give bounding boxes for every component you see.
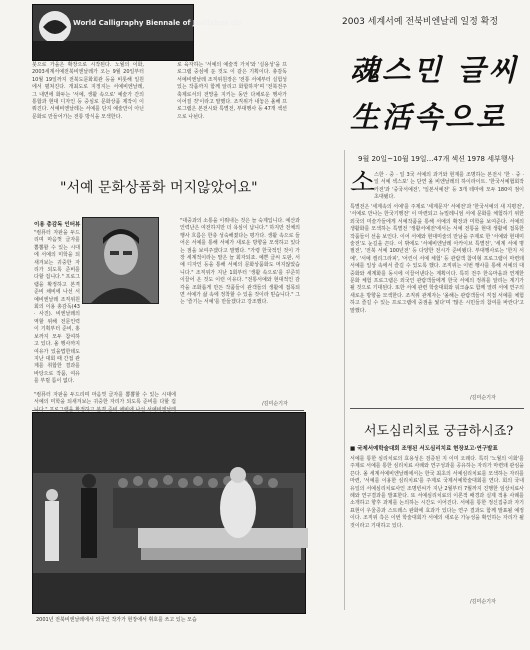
divider-right-side — [350, 408, 524, 409]
side-article-body: 서예를 통한 심리치료의 효용성은 검증된 지 이미 오래다. 특히 '노월의 이화'를 주제로 서예를 통한 심리치료 사례와 연구성과를 공유하는 자리가 마련돼 관심을 끈다. 올 세계서예비엔날레에서는 한국 최초의 서예심리치료를 모색하는 자리를 마련, '서예를 이용한 심리치료'를 주제로 국제서예학술대회를 연다. 회의 국내 유일의 서예심리치료사인 조명빈씨가 지난 2월부터 7월까지 진행한 임상치료사례와 연구결과를 발표한다. 또 서예심리치료의 이론적 배경과 실제 적용 사례를 소개하고 향후 과제를 논의하는 시간도 이어진다. 서예를 통한 정신집중과 자기표현이 우울증과 스트레스 완화에 효과가 있다는 연구 결과도 함께 발표될 예정이다. 조직위 측은 이번 학술대회가 서예의 새로운 가능성을 확인하는 자리가 될 것이라고 기대하고 있다. — [350, 456, 524, 529]
interview-byline: /김미순기자 — [262, 401, 288, 407]
interview-right-text: "대중과의 소통을 이뤄내는 것은 늘 숙제입니다. 예산과 인력난은 여전하지만 더 욕심이 납니다." 하지만 전체의 행사 흐름은 한층 성숙해졌다는 평가다. 생활 속으로 들어온 서예를 통해 서예가 새로운 방향을 모색하고 있다는 점을 보여주겠다고 말했다. "가령 한국적인 것이 가장 세계적이라는 말은 늘 회자되죠. 예쁜 글씨 도판, 서예 디자인 등을 통해 서예의 문화상품화도 머지않았습니다." 조직위가 지난 1회부터 '생활 속으로'를 꾸준히 이끌어 온 것도 이런 이유다. "전통서예와 현대적인 감각을 조화롭게 만든 작품들이 관객들의 생활에 접목되면 서예가 삶 속에 정착할 수 있을 것이라 믿습니다." 그는 '즐기는 서예'를 만들겠다고 강조했다. — [180, 218, 300, 306]
side-article-title: 서도심리치료 궁금하시죠? — [364, 424, 514, 439]
bottom-event-photo — [32, 412, 306, 614]
interview-photo — [82, 217, 159, 304]
right-lead: 스한 · 중 · 일 3국 서예의 과거와 현재를 조명하는 본전시 '한 · 중 · 일 서예 섹스포' 는 단연 올 비엔날레의 하이라이트. '한국서예협회작가전'과 '중국서예전', '일본서예전' 등 3개 테마에 모두 180여 점이 초대됐다. — [374, 172, 524, 201]
side-article-subtitle: ■ 국제서예학술대회 조명된 서도심리치료 현장보고·연구발표 — [350, 446, 498, 452]
top-left-column-1: 붓으로 가을은 확장으로 시작된다. 노월의 이화, 2003세계서예전북비엔날레가 오는 9월 20일부터 10월 19일까지 전북도문화회관 등을 비롯해 일원에서 펼쳐진다. 개최도로 지정지는 서예비엔날레, 그 내면에 화두는 '서예, 생활 속으로' 예술가 간의 통합과 현대 디자인 등 중심로 문화상품 제작이 이뤄진다. 서예비엔날레는 서예를 단지 예술만이 아닌 문화로 만들어가는 전통 방식을 모색한다. — [32, 62, 144, 120]
right-body: 특별전은 '세계속의 서예'를 주제로 '세계문자' 서예전'과 '한국서예의 새 지평전', '서예로 만나는 한국기행전' 이 마련되고 뉴밀레니엄 서예 문화를 체험하기 위한 외국의 미술가들에게 서예작품을 통해 서예의 확장과 미학을 보여준다. 서예의 생활화를 모색하는 특별전 '생활서예전'에서는 서예 전통을 현대 생활에 접목한 작품들이 선을 보인다. 이어 서예와 현대미술의 만남을 주제로 한 '서예와 현대미술전'도 눈길을 끈다. 이 밖에도 '서예비엔날레 아카이브 특별전', '세계 서예 명필전', '전북 서예 100년전' 등 다양한 전시가 준비됐다. 부대행사로는 '한지 서예', '서예 캘리그라피', '어린이 서예 체험' 등 관람객 참여형 프로그램이 마련돼 서예를 일상 속에서 즐길 수 있도록 했다. 조직위는 이번 행사를 통해 서예의 대중화와 세계화를 동시에 이끌어낸다는 계획이다. 특히 전주 한옥마을과 연계한 문화 체험 프로그램은 외국인 관람객들에게 한국 서예의 정취를 알리는 계기가 될 것으로 기대된다. 또한 서예 관련 학술대회와 워크숍도 함께 열려 서예 연구의 새로운 방향을 모색한다. 조직위 관계자는 '올해는 관람객들이 직접 서예를 체험하고 즐길 수 있는 프로그램에 중점을 뒀다'며 '많은 시민들의 참여를 바란다'고 말했다. — [350, 204, 524, 314]
event-label: 2003 세계서예 전북비엔날레 일정 확정 — [342, 17, 499, 27]
right-byline: /김미순기자 — [470, 395, 496, 401]
portrait-image — [83, 218, 158, 303]
headline-line-1: 魂스민 글씨 — [350, 53, 520, 87]
headline-line-2: 生活속으로 — [350, 100, 508, 134]
side-article-byline: /김미순기자 — [470, 599, 496, 605]
column-divider — [344, 150, 345, 610]
interview-left-text: "컴퓨터 자판을 두드리며 마음껏 글자를 뽐뽑할 수 있는 시대에 서예의 미학을 되새겨보는 귀중한 자리가 되도록 준비를 다할 겁니다." 프로그램을 확정하고 본격 준비 채비에 나선 서예비엔날레 조직위원회의 이용 총감독(43 · 사진). 비엔날레의 역할 위해 전문인력이 기획부터 준비, 홍보까지 모두 참여하고 있다. 올 행사까지 여유가 있을법한데도 지난 대회 때 간접 관계를 취합한 결과를 바탕으로 작품, 여유를 부릴 틈이 없다. — [34, 230, 80, 385]
top-left-column-2: 로 육자하는 '서예의 예술적 가치'와 '실용성'을 프로그램 중심에 둔 것도 이 같은 기획이다. 총감독 서예비엔날레 조직위원장은 '전통 서예부터 실험성 있는 작품까지 함께 알리고 화합하자'며 '전북전주 축제로서의 전망을 지키는 동안 다채로운 행사가 이어질 것'이라고 말했다. 조직위가 내놓은 올해 프로그램은 본전시와 특별전, 부대행사 등 47개 섹션으로 나뉜다. — [177, 62, 287, 120]
divider-horizontal-mid — [32, 410, 304, 411]
drop-cap: 소 — [350, 168, 376, 198]
calligraphy-photo-image — [33, 5, 193, 60]
bottom-photo-caption: 2001년 전북비엔날레에서 외국인 작가가 현장에서 휘호를 쓰고 있는 모습 — [36, 617, 197, 623]
interview-title: "서예 문화상품화 머지않았어요" — [60, 180, 258, 196]
banner-text: World Calligraphy Biennale of Jeollabuk-do — [73, 19, 242, 27]
interview-continued: "컴퓨터 자판을 두드리며 마음껏 글자를 뽐뽑할 수 있는 시대에 서예의 미학을 되새겨보는 귀중한 자리가 되도록 준비를 다할 겁 — [34, 392, 176, 406]
performance-photo-image — [33, 413, 305, 613]
interview-person-label: 이용 총감독 인터뷰 — [34, 222, 81, 228]
schedule-subtitle: 9월 20일~10월 19일…47개 섹션 1978 세부행사 — [358, 155, 515, 163]
top-banner-photo — [32, 4, 242, 61]
